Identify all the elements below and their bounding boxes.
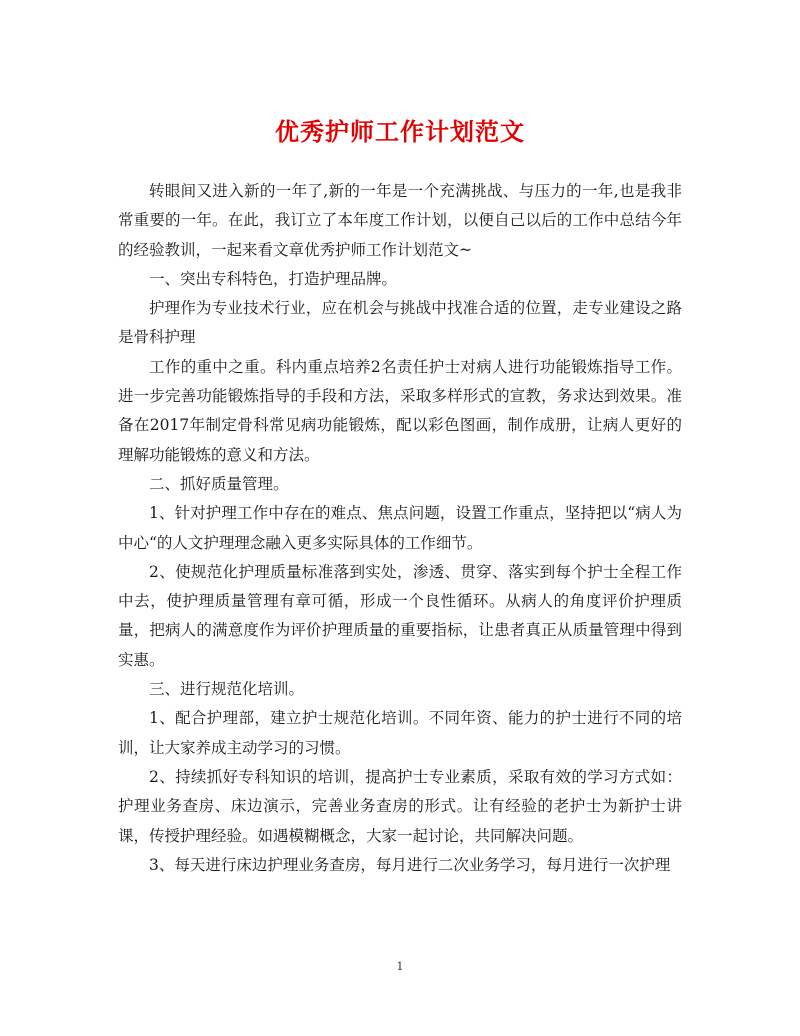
paragraph: 1、配合护理部，建立护士规范化培训。不同年资、能力的护士进行不同的培训，让大家养成主动学习的习惯。 [118, 709, 682, 757]
paragraph: 2、使规范化护理质量标准落到实处，渗透、贯穿、落实到每个护士全程工作中去，使护理质量管理有章可循，形成一个良性循环。从病人的角度评价护理质量，把病人的满意度作为评价护理质量的重要指标，让患者真正从质量管理中得到实惠。 [118, 562, 682, 669]
page-number: 1 [396, 960, 404, 973]
section-heading-3: 三、进行规范化培训。 [149, 680, 305, 699]
paragraph: 护理作为专业技术行业，应在机会与挑战中找准合适的位置，走专业建设之路是骨科护理 [118, 299, 682, 347]
paragraph: 3、每天进行床边护理业务查房，每月进行二次业务学习，每月进行一次护理 [149, 855, 671, 874]
paragraph: 2、持续抓好专科知识的培训，提高护士专业素质，采取有效的学习方式如：护理业务查房、床边演示，完善业务查房的形式。让有经验的老护士为新护士讲课，传授护理经验。如遇模糊概念，大家一起讨论，共同解决问题。 [118, 767, 682, 845]
section-heading-1: 一、突出专科特色，打造护理品牌。 [149, 269, 398, 288]
paragraph: 1、针对护理工作中存在的难点、焦点问题，设置工作重点，坚持把以“病人为中心“的人文护理理念融入更多实际具体的工作细节。 [118, 504, 682, 552]
section-heading-2: 二、抓好质量管理。 [149, 474, 289, 493]
document-body [118, 177, 682, 880]
document-title: 优秀护师工作计划范文 [275, 117, 525, 146]
paragraph: 工作的重中之重。科内重点培养2名责任护士对病人进行功能锻炼指导工作。进一步完善功能锻炼指导的手段和方法，采取多样形式的宣教，务求达到效果。准备在2017年制定骨科常见病功能锻炼，配以彩色图画，制作成册，让病人更好的理解功能锻炼的意义和方法。 [118, 357, 682, 464]
paragraph-intro: 转眼间又进入新的一年了,新的一年是一个充满挑战、与压力的一年,也是我非常重要的一年。在此，我订立了本年度工作计划，以便自己以后的工作中总结今年的经验教训，一起来看文章优秀护师工作计划范文~ [118, 182, 682, 259]
